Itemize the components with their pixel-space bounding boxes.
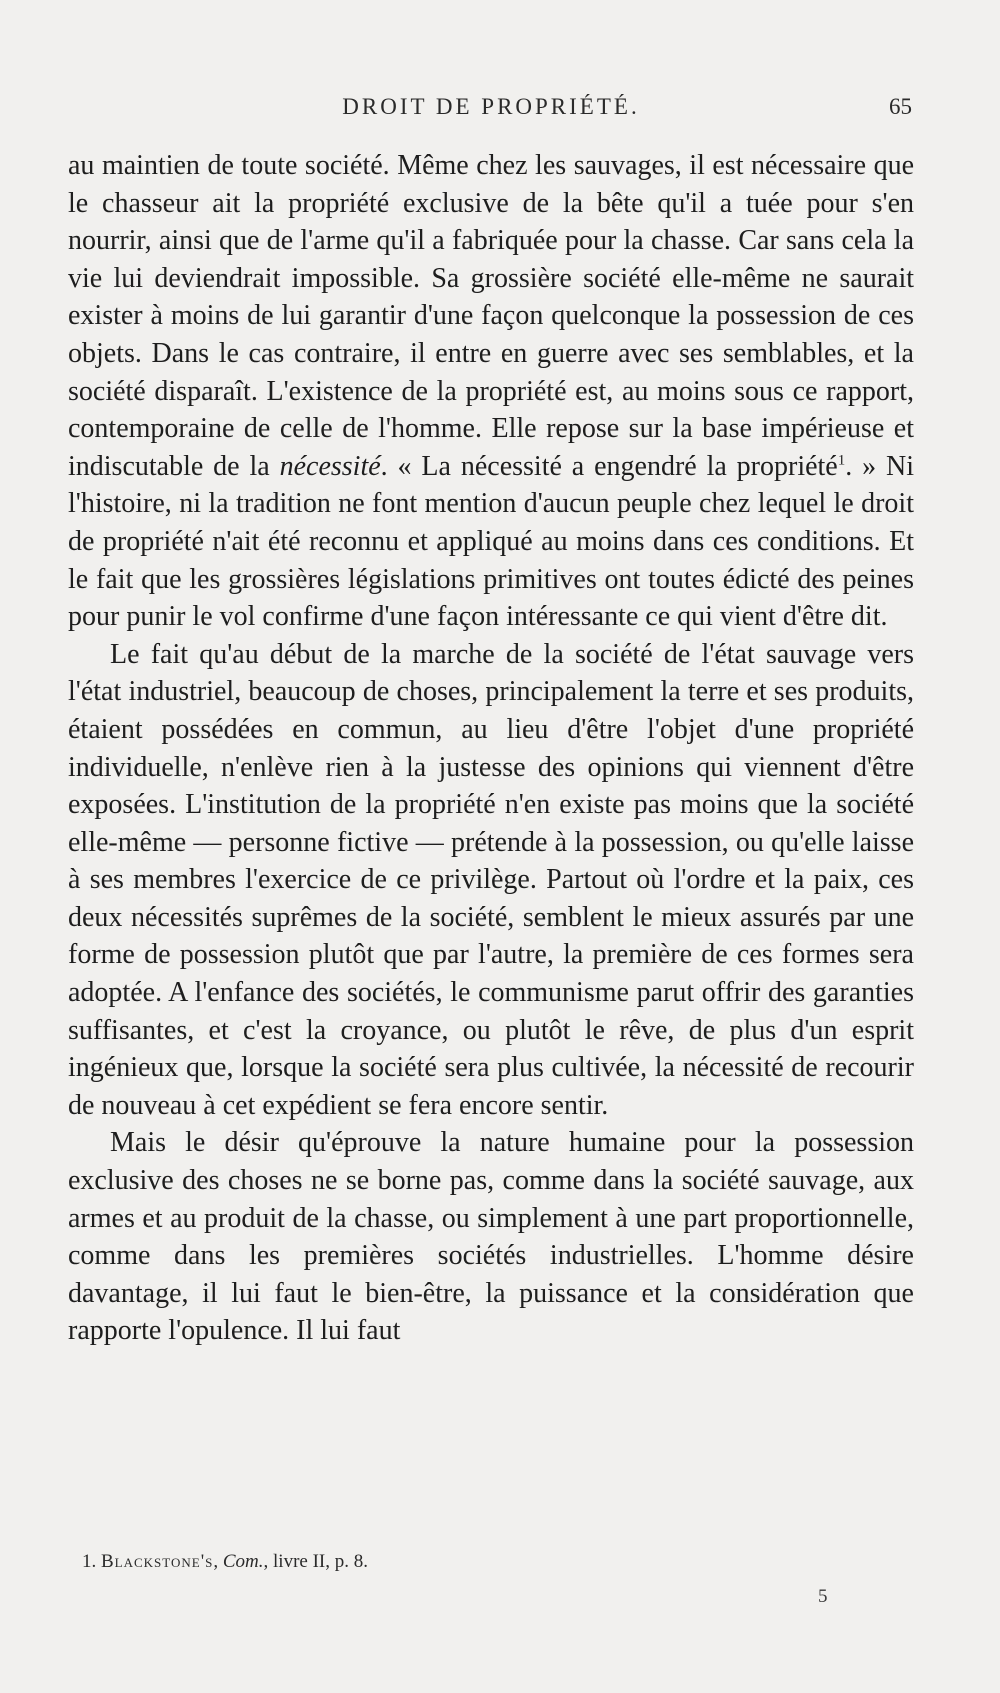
paragraph-text: au maintien de toute société. Même chez les sauvages, il est nécessaire que le chasseur ait la propriété exclusive de la bête qu'il a tuée pour s'en nourrir, ainsi que de l'arme qu'il a fabriquée pour la chasse. Car sans cela la vie lui deviendrait impossible. Sa grossière société elle-même ne saurait exister à moins de lui garantir d'une façon quelconque la possession de ces objets. Dans le cas contraire, il entre en guerre avec ses semblables, et la société disparaît. L'existence de la propriété est, au moins sous ce rapport, contemporaine de celle de l'homme. Elle repose sur la base impérieuse et indiscutable de la [68,150,914,482]
footnote-work: Com. [222,1551,264,1572]
footnote-rest: , livre II, p. 8. [263,1551,369,1572]
paragraph-text: . « La nécessité a engendré la propriété [380,450,838,482]
footnote-number: 1. [82,1551,97,1572]
paragraph-text: . » Ni l'histoire, ni la tradition ne font mention d'aucun peuple chez lequel le droit de propriété n'ait été reconnu et appliqué au moins dans ces conditions. Et le fait que les grossières législations primitives ont toutes édicté des peines pour punir le vol confirme d'une façon intéressante ce qui vient d'être dit. [68,450,914,633]
paragraph: Le fait qu'au début de la marche de la société de l'état sauvage vers l'état industriel, beaucoup de choses, principalement la terre et ses produits, étaient possédées en commun, au lieu d'être l'objet d'une propriété individuelle, n'enlève rien à la justesse des opinions qui viennent d'être exposées. L'institution de la propriété n'en existe pas moins que la société elle-même — personne fictive — prétende à la possession, ou qu'elle laisse à ses membres l'exercice de ce privilège. Partout où l'ordre et la paix, ces deux nécessités suprêmes de la société, semblent le mieux assurés par une forme de possession plutôt que par l'autre, la première de ces formes sera adoptée. A l'enfance des sociétés, le communisme parut offrir des garanties suffisantes, et c'est la croyance, ou plutôt le rêve, de plus d'un esprit ingénieux que, lorsque la société sera plus cultivée, la nécessité de recourir de nouveau à cet expédient se fera encore sentir. [68,638,914,1121]
footnote [82,1551,368,1573]
running-title: DROIT DE PROPRIÉTÉ. [342,94,640,119]
footnote-author: Blackstone's [101,1551,214,1572]
emphasis-necessite: nécessité [279,450,381,482]
page-number: 65 [889,94,912,119]
body-text [68,147,914,1350]
footnote-reference[interactable]: 1 [837,452,846,469]
paragraph: Mais le désir qu'éprouve la nature humaine pour la possession exclusive des choses ne se borne pas, comme dans la société sauvage, aux armes et au produit de la chasse, ou simplement à une part proportionnelle, comme dans les premières sociétés industrielles. L'homme désire davantage, il lui faut le bien-être, la puissance et la considération que rapporte l'opulence. Il lui faut [68,1127,914,1347]
signature-mark: 5 [818,1586,828,1607]
footnote-comma: , [213,1551,223,1572]
paragraph [68,147,914,636]
running-header [70,94,912,128]
